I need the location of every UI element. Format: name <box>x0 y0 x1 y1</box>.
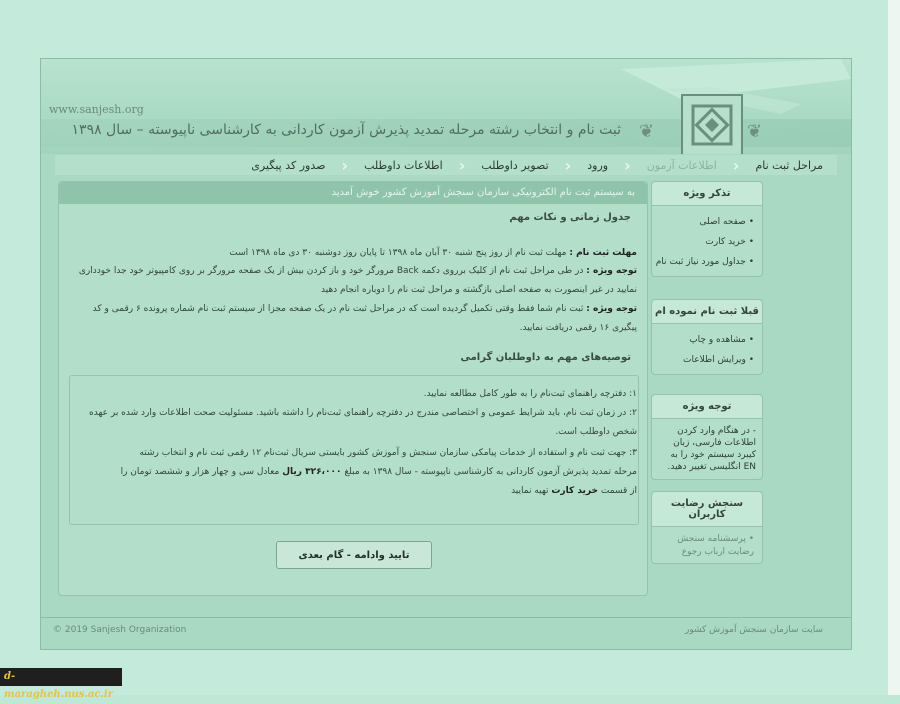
recommendation-3-line2 <box>77 463 637 482</box>
sidebar-item-survey[interactable]: • پرسشنامه سنجش رضایت ارباب رجوع <box>656 533 754 559</box>
keyboard-note: - در هنگام وارد کردن اطلاعات فارسی، زبان کیبرد سیستم خود را به EN انگلیسی تغییر دهید. <box>667 426 756 472</box>
sidebar-box-title: قبلا ثبت نام نموده ام <box>652 300 762 324</box>
welcome-banner: به سیستم ثبت نام الکترونیکی سازمان سنجش آموزش کشور خوش آمدید <box>59 182 647 204</box>
page-container <box>40 58 852 650</box>
note2-label: توجه ویژه : <box>586 304 637 314</box>
rec3-text-e: تهیه نمایید <box>511 486 549 496</box>
nav-step-exam-info[interactable]: اطلاعات آزمون <box>646 158 717 172</box>
chevron-left-icon: ‹ <box>341 155 349 175</box>
note2-text: ثبت نام شما فقط وقتی تکمیل گردیده است که در مراحل ثبت نام در یک صفحه مجزا از سیستم ثبت نام شماره پرونده ۶ رقمی و کد پیگیری ۱۶ رقمی دریافت نمایید. <box>92 304 637 333</box>
sidebar-box-attention <box>651 394 763 480</box>
logo-icon <box>683 96 741 154</box>
watermark-suffix: nus.ac.ir <box>64 689 113 700</box>
sidebar-item-view-print[interactable]: • مشاهده و چاپ <box>656 330 754 350</box>
sidebar-box-title: تذکر ویژه <box>652 182 762 206</box>
sidebar-item-tables[interactable]: • جداول مورد نیاز ثبت نام <box>656 252 754 272</box>
rec3-amount: ۳۲۶،۰۰۰ ریال <box>282 467 342 477</box>
recommendation-1: ۱: دفترچه راهنمای ثبت‌نام را به طور کامل مطالعه نمایید. <box>423 389 637 399</box>
footer <box>41 617 851 642</box>
main-content <box>58 181 648 596</box>
sanjesh-logo <box>681 94 743 154</box>
deadline-label: مهلت ثبت نام : <box>569 248 637 258</box>
nav-step-tracking-code[interactable]: صدور کد پیگیری <box>251 158 326 172</box>
nav-step-registration[interactable]: مراحل ثبت نام <box>755 158 823 172</box>
rec3-text-b: مرحله تمدید پذیرش آزمون کاردانی به کارشناسی ناپیوسته - سال ۱۳۹۸ به مبلغ <box>344 467 637 477</box>
sidebar-item-home[interactable]: • صفحه اصلی <box>656 212 754 232</box>
sidebar-box-already-registered <box>651 299 763 375</box>
chevron-left-icon: ‹ <box>564 155 572 175</box>
watermark-prefix: d-maragheh. <box>4 671 65 700</box>
header-banner <box>41 59 851 154</box>
recommendation-2: ۲: در زمان ثبت نام، باید شرایط عمومی و اختصاصی مندرج در دفترچه راهنمای ثبت‌نام را داشته باشید. مسئولیت صحت اطلاعات وارد شده بر عهده شخص داوطلب است. <box>89 408 637 437</box>
deadline-text: مهلت ثبت نام از روز پنج شنبه ۳۰ آبان ماه ۱۳۹۸ تا پایان روز دوشنبه ۳۰ دی ماه ۱۳۹۸ است <box>229 248 567 258</box>
ornament-icon: ❦ <box>747 121 763 142</box>
note1-paragraph <box>77 262 637 300</box>
sidebar-item-buy-card[interactable]: • خرید کارت <box>656 232 754 252</box>
recommendations-title: توصیه‌های مهم به داوطلبان گرامی <box>460 352 631 363</box>
recommendation-3-line1: ۳: جهت ثبت نام و استفاده از خدمات پیامکی سازمان سنجش و آموزش کشور بایستی سریال ثبت‌نام ۱۲ رقمی ثبت نام و انتخاب رشته <box>139 448 637 458</box>
nav-step-login[interactable]: ورود <box>587 158 609 172</box>
ornament-icon: ❦ <box>639 121 655 142</box>
deadline-paragraph <box>77 244 637 263</box>
site-url: www.sanjesh.org <box>49 103 144 116</box>
nav-step-photo[interactable]: تصویر داوطلب <box>481 158 549 172</box>
scan-edge <box>888 0 900 695</box>
rec3-text-c: معادل سی و چهار هزار و ششصد تومان را <box>120 467 280 477</box>
recommendation-3-line3 <box>77 482 637 501</box>
sidebar-box-title: توجه ویژه <box>652 395 762 419</box>
rec3-text-d: از قسمت <box>600 486 637 496</box>
footer-site-name[interactable]: سایت سازمان سنجش آموزش کشور <box>684 625 823 635</box>
sidebar-box-title: سنجش رضایت کاربران <box>652 492 762 527</box>
sidebar-box-special-note <box>651 181 763 277</box>
buy-card-link[interactable]: خرید کارت <box>551 486 599 496</box>
chevron-left-icon: ‹ <box>732 155 740 175</box>
chevron-left-icon: ‹ <box>624 155 631 175</box>
registration-steps-nav <box>55 155 837 175</box>
note1-text: در طی مراحل ثبت نام از کلیک برروی دکمه Back مرورگر خود و باز کردن بیش از یک صفحه مرورگر بر روی کامپیوتر خود جدا خودداری نمایید در غیر اینصورت به صفحه اصلی بازگشته و مراحل ثبت نام را دوباره انجام دهید <box>78 266 637 295</box>
sidebar-box-satisfaction <box>651 491 763 564</box>
note2-paragraph <box>77 300 637 338</box>
chevron-left-icon: ‹ <box>458 155 466 175</box>
copyright-text: © 2019 Sanjesh Organization <box>53 625 187 635</box>
schedule-title: جدول زمانی و نکات مهم <box>509 212 631 223</box>
nav-step-applicant-info[interactable]: اطلاعات داوطلب <box>364 158 443 172</box>
confirm-next-button[interactable]: تایید وادامه - گام بعدی <box>276 541 432 569</box>
source-watermark <box>0 668 122 700</box>
note1-label: توجه ویژه : <box>586 266 637 276</box>
sidebar-item-edit-info[interactable]: • ویرایش اطلاعات <box>656 350 754 370</box>
page-title: ثبت نام و انتخاب رشته مرحله تمدید پذیرش آزمون کاردانی به کارشناسی ناپیوسته – سال ۱۳۹۸ <box>71 122 621 138</box>
